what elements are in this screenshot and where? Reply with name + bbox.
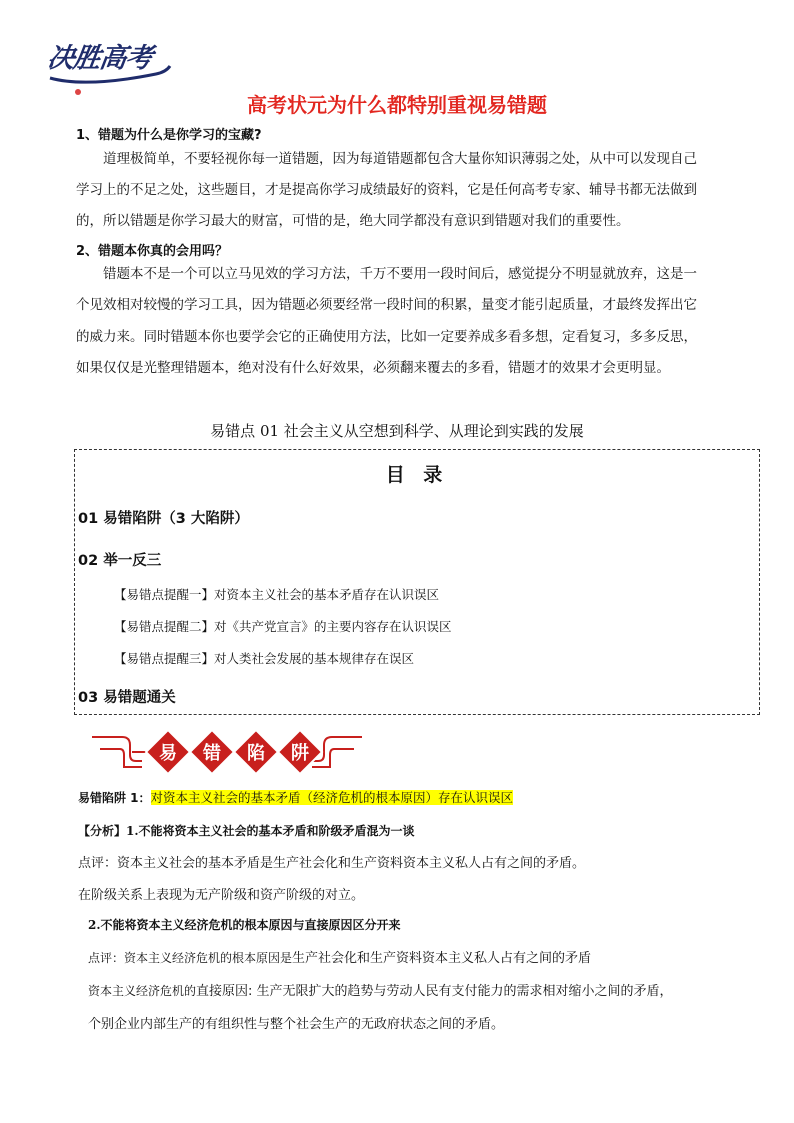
banner-char-1: 易 bbox=[159, 743, 177, 764]
banner-char-3: 陷 bbox=[247, 743, 265, 764]
page-title: 高考状元为什么都特别重视易错题 bbox=[247, 93, 547, 117]
analysis-line-4 bbox=[88, 980, 673, 999]
q2-line-4: 如果仅仅是光整理错题本，绝对没有什么好效果，必须翻来覆去的多看，错题才的效果才会更明显。 bbox=[76, 360, 670, 376]
trap-1-line bbox=[78, 788, 513, 806]
toc-box bbox=[74, 449, 760, 715]
q2-line-1: 错题本不是一个可以立马见效的学习方法，千万不要用一段时间后，感觉提分不明显就放弃，这是一 bbox=[103, 266, 697, 282]
analysis-heading: 【分析】1.不能将资本主义社会的基本矛盾和阶级矛盾混为一谈 bbox=[78, 824, 415, 838]
toc-item-traps[interactable]: 01 易错陷阱（3 大陷阱） bbox=[78, 511, 249, 527]
analysis-line-4-prefix: 资本主义经济危机的 bbox=[88, 984, 197, 998]
toc-title: 目 录 bbox=[385, 464, 449, 486]
analysis-heading-2: 2.不能将资本主义经济危机的根本原因与直接原因区分开来 bbox=[88, 918, 401, 932]
analysis-line-3 bbox=[88, 947, 591, 966]
q1-line-1: 道理极简单，不要轻视你每一道错题，因为每道错题都包含大量你知识薄弱之处，从中可以发现自己 bbox=[103, 151, 697, 167]
q2-line-2: 个见效相对较慢的学习工具，因为错题必须要经常一段时间的积累，量变才能引起质量，才最终发挥出它 bbox=[76, 297, 697, 313]
toc-item-practice[interactable]: 03 易错题通关 bbox=[78, 690, 176, 706]
banner-decoration-icon bbox=[92, 727, 362, 777]
analysis-line-3-prefix: 点评：资本主义经济危机的根本原因是 bbox=[88, 951, 293, 965]
analysis-line-2: 在阶级关系上表现为无产阶级和资产阶级的对立。 bbox=[78, 888, 365, 903]
toc-item-examples[interactable]: 02 举一反三 bbox=[78, 553, 162, 569]
banner-char-2: 错 bbox=[203, 743, 221, 764]
banner-char-4: 阱 bbox=[291, 743, 309, 764]
trap-1-highlight: 对资本主义社会的基本矛盾（经济危机的根本原因）存在认识误区 bbox=[150, 790, 514, 805]
trap-banner bbox=[92, 727, 362, 777]
section-title: 易错点 01 社会主义从空想到科学、从理论到实践的发展 bbox=[210, 422, 584, 440]
analysis-line-3-rest: 生产社会化和生产资料资本主义私人占有之间的矛盾 bbox=[292, 951, 592, 966]
analysis-line-5: 个别企业内部生产的有组织性与整个社会生产的无政府状态之间的矛盾。 bbox=[88, 1017, 505, 1032]
q2-heading: 2、错题本你真的会用吗？ bbox=[76, 244, 229, 259]
logo-text: 决胜高考 bbox=[45, 43, 154, 74]
toc-sub-item-3[interactable]: 【易错点提醒三】对人类社会发展的基本规律存在误区 bbox=[114, 651, 415, 666]
trap-1-label: 易错陷阱 1： bbox=[78, 791, 151, 805]
toc-sub-item-2[interactable]: 【易错点提醒二】对《共产党宣言》的主要内容存在认识误区 bbox=[114, 619, 452, 634]
analysis-line-1: 点评：资本主义社会的基本矛盾是生产社会化和生产资料资本主义私人占有之间的矛盾。 bbox=[78, 856, 586, 871]
toc-sub-item-1[interactable]: 【易错点提醒一】对资本主义社会的基本矛盾存在认识误区 bbox=[114, 587, 440, 602]
analysis-line-4-rest: 直接原因: 生产无限扩大的趋势与劳动人民有支付能力的需求相对缩小之间的矛盾， bbox=[196, 984, 673, 999]
q1-heading: 1、错题为什么是你学习的宝藏? bbox=[76, 128, 262, 143]
q1-line-3: 的，所以错题是你学习最大的财富，可惜的是，绝大同学都没有意识到错题对我们的重要性。 bbox=[76, 213, 630, 229]
q2-line-3: 的威力来。同时错题本你也要学会它的正确使用方法，比如一定要养成多看多想，定看复习，多多反思， bbox=[76, 329, 697, 345]
q1-line-2: 学习上的不足之处，这些题目，才是提高你学习成绩最好的资料，它是任何高考专家、辅导书都无法做到 bbox=[76, 182, 697, 198]
